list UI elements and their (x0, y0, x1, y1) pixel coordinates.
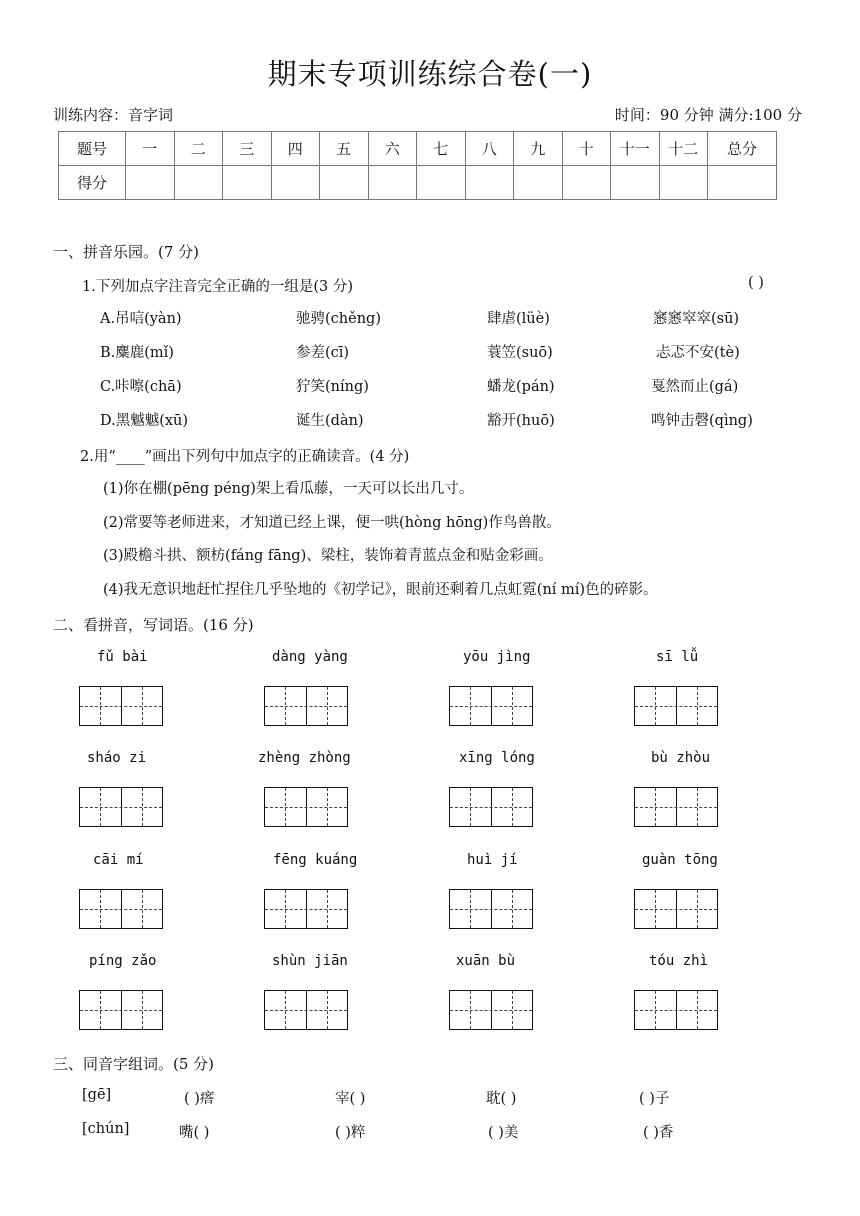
section2-heading: 二、看拼音，写词语。(16 分) (53, 616, 254, 634)
q1-option-d3: 豁开(huō) (487, 413, 555, 429)
homophone-blank[interactable]: 耽( ) (486, 1091, 517, 1107)
homophone-blank[interactable]: 宰( ) (335, 1091, 366, 1107)
score-cell[interactable] (562, 166, 611, 200)
score-col: 十 (562, 132, 611, 166)
q2-item-1: (1)你在棚(pēng péng)架上看瓜藤，一天可以长出几寸。 (103, 481, 474, 497)
score-cell[interactable] (659, 166, 708, 200)
writing-grid[interactable] (634, 787, 718, 827)
pinyin-label: xīng lóng (459, 750, 535, 766)
q2-stem: 2.用“____”画出下列句中加点字的正确读音。(4 分) (80, 449, 410, 465)
homophone-blank[interactable]: ( )美 (488, 1125, 519, 1141)
writing-grid[interactable] (79, 889, 163, 929)
score-cell[interactable] (611, 166, 660, 200)
q2-item-3: (3)殿檐斗拱、额枋(fáng fāng)、梁柱，装饰着青蓝点金和贴金彩画。 (103, 548, 553, 564)
q1-option-b4: 忐忑不安(tè) (656, 345, 740, 361)
score-table-header-row (59, 132, 777, 166)
homophone-blank[interactable]: ( )香 (643, 1125, 674, 1141)
pinyin-label: cāi mí (93, 852, 144, 868)
pinyin-label: fǔ bài (97, 649, 148, 665)
writing-grid[interactable] (634, 889, 718, 929)
writing-grid[interactable] (264, 889, 348, 929)
q1-option-b3: 蓑笠(suō) (487, 345, 553, 361)
q1-option-c3: 蟠龙(pán) (487, 379, 555, 395)
score-table (58, 131, 777, 200)
score-col: 五 (320, 132, 369, 166)
q1-stem: 1.下列加点字注音完全正确的一组是(3 分) (82, 279, 353, 295)
homophone-label-chun: [chún] (82, 1121, 130, 1137)
pinyin-label: dàng yàng (272, 649, 348, 665)
q1-option-c1: C.咔嚓(chā) (100, 379, 182, 395)
training-content: 训练内容：音字词 (53, 106, 174, 124)
pinyin-label: shùn jiān (272, 953, 348, 969)
q1-option-b2: 参差(cī) (296, 345, 350, 361)
q2-item-4: (4)我无意识地赶忙捏住几乎坠地的《初学记》，眼前还剩着几点虹霓(ní mí)色的碎影。 (103, 582, 658, 598)
writing-grid[interactable] (634, 686, 718, 726)
writing-grid[interactable] (79, 787, 163, 827)
time-and-score: 时间：90 分钟 满分:100 分 (614, 106, 802, 124)
score-cell[interactable] (368, 166, 417, 200)
q1-option-a4: 窸窸窣窣(sū) (653, 311, 740, 327)
pinyin-label: zhèng zhòng (258, 750, 351, 766)
q1-option-d1: D.黑魆魆(xū) (100, 413, 189, 429)
q1-answer-blank[interactable]: ( ) (748, 275, 764, 291)
score-col: 七 (417, 132, 466, 166)
score-row-label: 得分 (59, 166, 126, 200)
score-table-score-row (59, 166, 777, 200)
score-cell[interactable] (514, 166, 563, 200)
score-col: 十一 (611, 132, 660, 166)
homophone-blank[interactable]: ( )子 (639, 1091, 670, 1107)
score-col: 四 (271, 132, 320, 166)
writing-grid[interactable] (79, 990, 163, 1030)
pinyin-label: sī lǚ (656, 649, 699, 665)
score-col: 二 (174, 132, 223, 166)
pinyin-label: yōu jìng (463, 649, 531, 665)
score-col: 九 (514, 132, 563, 166)
score-total-label: 总分 (708, 132, 777, 166)
section3-heading: 三、同音字组词。(5 分) (53, 1055, 215, 1073)
pinyin-label: xuān bù (456, 953, 516, 969)
writing-grid[interactable] (449, 787, 533, 827)
pinyin-label: píng zǎo (89, 953, 157, 969)
writing-grid[interactable] (449, 686, 533, 726)
score-cell[interactable] (465, 166, 514, 200)
score-cell[interactable] (223, 166, 272, 200)
homophone-blank[interactable]: ( )瘩 (184, 1091, 215, 1107)
q1-option-d2: 诞生(dàn) (296, 413, 364, 429)
q1-option-a3: 肆虐(lüè) (487, 311, 550, 327)
homophone-label-ge: [gē] (82, 1087, 112, 1103)
pinyin-label: bù zhòu (651, 750, 711, 766)
writing-grid[interactable] (449, 889, 533, 929)
q1-option-d4: 鸣钟击磬(qìng) (651, 413, 753, 429)
writing-grid[interactable] (264, 787, 348, 827)
score-col: 三 (223, 132, 272, 166)
writing-grid[interactable] (634, 990, 718, 1030)
homophone-blank[interactable]: ( )粹 (335, 1125, 366, 1141)
score-header-label: 题号 (59, 132, 126, 166)
score-col: 八 (465, 132, 514, 166)
q2-item-2: (2)常要等老师进来，才知道已经上课，便一哄(hòng hōng)作鸟兽散。 (103, 515, 561, 531)
score-cell[interactable] (417, 166, 466, 200)
pinyin-label: tóu zhì (649, 953, 709, 969)
score-cell[interactable] (126, 166, 175, 200)
score-total-cell[interactable] (708, 166, 777, 200)
pinyin-label: fēng kuáng (273, 852, 358, 868)
q1-option-a2: 驰骋(chěng) (296, 311, 381, 327)
pinyin-label: huì jí (467, 852, 518, 868)
pinyin-label: sháo zi (87, 750, 147, 766)
q1-option-b1: B.麋鹿(mǐ) (100, 345, 174, 361)
writing-grid[interactable] (264, 686, 348, 726)
writing-grid[interactable] (449, 990, 533, 1030)
score-col: 一 (126, 132, 175, 166)
score-col: 十二 (659, 132, 708, 166)
pinyin-label: guàn tōng (642, 852, 718, 868)
section1-heading: 一、拼音乐园。(7 分) (53, 243, 200, 261)
page-title: 期末专项训练综合卷(一) (267, 57, 593, 91)
score-cell[interactable] (320, 166, 369, 200)
homophone-blank[interactable]: 嘴( ) (179, 1125, 210, 1141)
q1-option-c4: 戛然而止(gá) (651, 379, 739, 395)
writing-grid[interactable] (264, 990, 348, 1030)
score-col: 六 (368, 132, 417, 166)
q1-option-c2: 狞笑(níng) (296, 379, 369, 395)
score-cell[interactable] (271, 166, 320, 200)
score-cell[interactable] (174, 166, 223, 200)
writing-grid[interactable] (79, 686, 163, 726)
q1-option-a1: A.吊唁(yàn) (100, 311, 182, 327)
